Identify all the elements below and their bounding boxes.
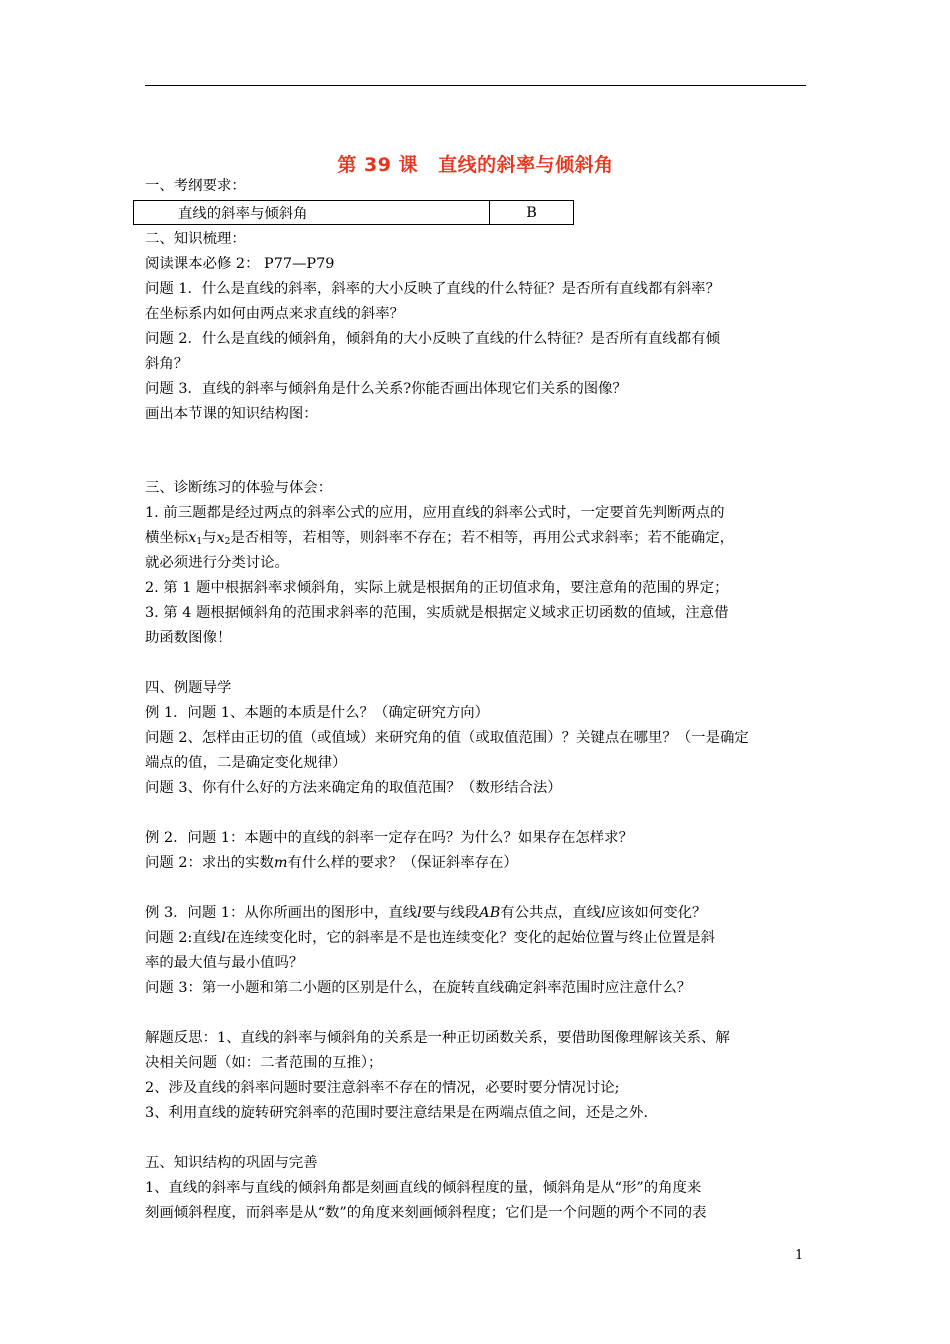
diagnosis-2: 2. 第 1 题中根据斜率求倾斜角，实际上就是根据角的正切值求角，要注意角的范围的界定； <box>145 580 729 596</box>
example-1-line-2: 问题 2、怎样由正切的值（或值域）来研究角的值（或取值范围）？关键点在哪里？（一是确定 <box>145 730 749 746</box>
draw-instruction: 画出本节课的知识结构图： <box>145 406 318 422</box>
requirement-table <box>133 200 574 225</box>
reading-assignment: 阅读课本必修 2： P77—P79 <box>145 256 335 272</box>
example-2-line-2: 问题 2：求出的实数m有什么样的要求？（保证斜率存在） <box>145 855 518 871</box>
diagnosis-1-line-1: 1. 前三题都是经过两点的斜率公式的应用，应用直线的斜率公式时，一定要首先判断两点的 <box>145 505 725 521</box>
diagnosis-1-line-3: 就必须进行分类讨论。 <box>145 555 289 571</box>
question-1-line-1: 问题 1．什么是直线的斜率，斜率的大小反映了直线的什么特征？是否所有直线都有斜率？ <box>145 281 720 297</box>
example-3-line-3: 率的最大值与最小值吗？ <box>145 955 304 971</box>
example-3-line-2: 问题 2:直线l在连续变化时，它的斜率是不是也连续变化？变化的起始位置与终止位置是斜 <box>145 930 716 946</box>
question-1-line-2: 在坐标系内如何由两点来求直线的斜率？ <box>145 306 405 322</box>
question-3: 问题 3．直线的斜率与倾斜角是什么关系?你能否画出体现它们关系的图像？ <box>145 381 627 397</box>
example-1-line-4: 问题 3、你有什么好的方法来确定角的取值范围？（数形结合法） <box>145 780 562 796</box>
example-3-line-1: 例 3．问题 1：从你所画出的图形中，直线l要与线段AB有公共点，直线l应该如何变化？ <box>145 905 707 921</box>
page-number: 1 <box>795 1248 804 1263</box>
example-2-line-1: 例 2．问题 1：本题中的直线的斜率一定存在吗？为什么？如果存在怎样求？ <box>145 830 633 846</box>
question-2-line-2: 斜角？ <box>145 356 189 372</box>
section-1-heading: 一、考纲要求： <box>145 178 246 194</box>
reflection-line-2: 决相关问题（如：二者范围的互推）； <box>145 1055 383 1071</box>
header-rule <box>145 85 806 86</box>
example-3-line-4: 问题 3：第一小题和第二小题的区别是什么，在旋转直线确定斜率范围时应注意什么？ <box>145 980 692 996</box>
example-1-line-3: 端点的值，二是确定变化规律） <box>145 755 347 771</box>
reflection-line-1: 解题反思：1、直线的斜率与倾斜角的关系是一种正切函数关系，要借助图像理解该关系、解 <box>145 1030 730 1046</box>
section-5-heading: 五、知识结构的巩固与完善 <box>145 1155 318 1171</box>
diagnosis-1-line-2: 横坐标$x_1$与$x_2$是否相等，若相等，则斜率不存在；若不相等，再用公式求斜率；若不能确定， <box>145 530 734 547</box>
reflection-line-4: 3、利用直线的旋转研究斜率的范围时要注意结果是在两端点值之间，还是之外. <box>145 1105 649 1121</box>
section-4-heading: 四、例题导学 <box>145 680 232 696</box>
knowledge-line-2: 刻画倾斜程度，而斜率是从“数”的角度来刻画倾斜程度；它们是一个问题的两个不同的表 <box>145 1205 707 1221</box>
requirement-item: 直线的斜率与倾斜角 <box>134 201 490 225</box>
example-1-line-1: 例 1．问题 1、本题的本质是什么？（确定研究方向） <box>145 705 490 721</box>
section-2-heading: 二、知识梳理： <box>145 231 246 247</box>
question-2-line-1: 问题 2．什么是直线的倾斜角，倾斜角的大小反映了直线的什么特征？是否所有直线都有倾 <box>145 331 720 347</box>
section-3-heading: 三、诊断练习的体验与体会： <box>145 480 333 496</box>
reflection-line-3: 2、涉及直线的斜率问题时要注意斜率不存在的情况，必要时要分情况讨论; <box>145 1080 620 1096</box>
diagnosis-3-line-1: 3. 第 4 题根据倾斜角的范围求斜率的范围，实质就是根据定义域求正切函数的值域，注意借 <box>145 605 729 621</box>
requirement-level: B <box>490 201 574 225</box>
diagnosis-3-line-2: 助函数图像！ <box>145 630 232 646</box>
page-title: 第 39 课 直线的斜率与倾斜角 <box>337 154 614 176</box>
knowledge-line-1: 1、直线的斜率与直线的倾斜角都是刻画直线的倾斜程度的量，倾斜角是从“形”的角度来 <box>145 1180 702 1196</box>
